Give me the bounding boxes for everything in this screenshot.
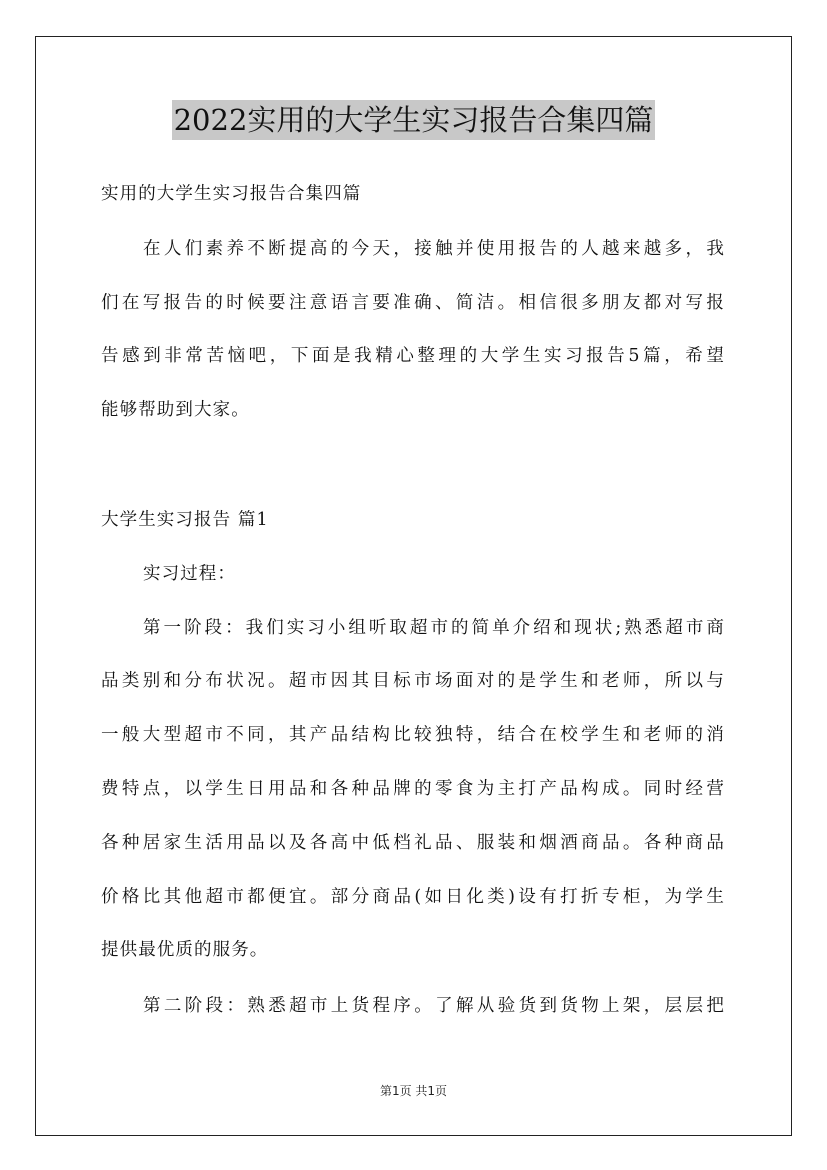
body-line: 能够帮助到大家。 [101,400,250,420]
body-line: 各种居家生活用品以及各高中低档礼品、服装和烟酒商品。各种商品 [101,833,725,853]
title-container [0,100,827,140]
body-line: 提供最优质的服务。 [101,940,269,960]
body-line: 费特点，以学生日用品和各种品牌的零食为主打产品构成。同时经营 [101,779,725,799]
body-line: 告感到非常苦恼吧，下面是我精心整理的大学生实习报告5篇，希望 [101,346,725,366]
section-heading: 大学生实习报告 篇1 [101,510,269,530]
body-line: 在人们素养不断提高的今天，接触并使用报告的人越来越多，我 [143,239,725,259]
body-line: 实习过程： [143,564,236,584]
page-footer: 第1页 共1页 [379,1084,448,1098]
subtitle-line: 实用的大学生实习报告合集四篇 [101,184,362,204]
body-line: 价格比其他超市都便宜。部分商品(如日化类)设有打折专柜，为学生 [101,887,725,907]
body-line: 一般大型超市不同，其产品结构比较独特，结合在校学生和老师的消 [101,725,725,745]
body-line: 品类别和分布状况。超市因其目标市场面对的是学生和老师，所以与 [101,671,725,691]
body-line: 第一阶段：我们实习小组听取超市的简单介绍和现状;熟悉超市商 [143,618,725,638]
document-title: 2022实用的大学生实习报告合集四篇 [172,100,656,140]
body-line: 第二阶段：熟悉超市上货程序。了解从验货到货物上架，层层把 [143,996,725,1016]
body-line: 们在写报告的时候要注意语言要准确、简洁。相信很多朋友都对写报 [101,293,725,313]
